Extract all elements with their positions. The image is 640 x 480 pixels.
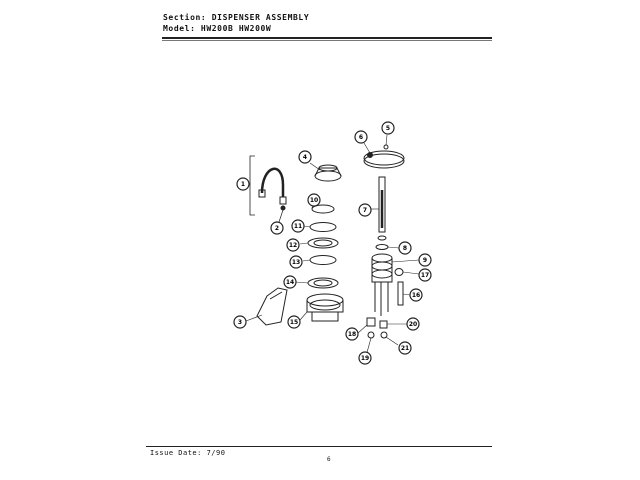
callout-2 — [271, 222, 283, 234]
svg-text:2: 2 — [274, 225, 280, 232]
svg-text:1: 1 — [240, 181, 246, 188]
ring-13 — [310, 256, 336, 265]
svg-text:21: 21 — [400, 345, 410, 352]
callout-21 — [399, 342, 411, 354]
model-value: HW200B HW200W — [200, 24, 272, 33]
part-drawings — [250, 145, 404, 338]
svg-text:6: 6 — [358, 134, 364, 141]
model-label: Model: — [163, 24, 196, 33]
svg-text:19: 19 — [360, 355, 370, 362]
svg-text:11: 11 — [293, 223, 303, 230]
callout-4 — [299, 151, 311, 163]
callout-10 — [308, 194, 320, 206]
fitting-18 — [367, 318, 375, 326]
callout-8 — [399, 242, 411, 254]
fitting-19 — [368, 332, 374, 338]
callout-19 — [359, 352, 371, 364]
issue-date: Issue Date: 7/90 — [150, 449, 226, 457]
part-tube — [398, 282, 403, 305]
callout-16 — [410, 289, 422, 301]
section-label: Section: — [163, 13, 207, 22]
part-screw — [368, 153, 373, 158]
svg-text:10: 10 — [309, 197, 319, 204]
part-hose — [250, 156, 286, 215]
fitting-20 — [380, 321, 387, 328]
callout-6 — [355, 131, 367, 143]
callout-17 — [419, 269, 431, 281]
section-value: DISPENSER ASSEMBLY — [211, 13, 310, 22]
part-base — [307, 294, 343, 321]
callout-20 — [407, 318, 419, 330]
svg-text:5: 5 — [385, 125, 391, 132]
callout-7 — [359, 204, 371, 216]
callout-1 — [237, 178, 249, 190]
part-rod — [378, 177, 386, 240]
callout-12 — [287, 239, 299, 251]
svg-text:4: 4 — [302, 154, 308, 161]
svg-text:18: 18 — [347, 331, 357, 338]
svg-text:16: 16 — [411, 292, 421, 299]
callout-5 — [382, 122, 394, 134]
svg-text:12: 12 — [288, 242, 298, 249]
part-chute — [257, 288, 287, 325]
ring-11 — [310, 223, 336, 232]
svg-text:7: 7 — [362, 207, 368, 214]
svg-text:3: 3 — [237, 319, 243, 326]
part-nozzle — [395, 269, 403, 276]
svg-text:13: 13 — [291, 259, 301, 266]
callout-13 — [290, 256, 302, 268]
svg-text:15: 15 — [289, 319, 299, 326]
page-number: 6 — [327, 456, 331, 463]
svg-text:8: 8 — [402, 245, 408, 252]
footer-rule — [146, 446, 492, 447]
part-oring — [376, 245, 388, 250]
callout-18 — [346, 328, 358, 340]
callout-9 — [419, 254, 431, 266]
leader-2 — [279, 210, 283, 222]
svg-text:20: 20 — [408, 321, 418, 328]
svg-text:14: 14 — [285, 279, 295, 286]
callout-3 — [234, 316, 246, 328]
callout-11 — [292, 220, 304, 232]
svg-text:9: 9 — [422, 257, 428, 264]
part-valve — [372, 254, 392, 316]
svg-text:17: 17 — [420, 272, 430, 279]
part-cap — [315, 165, 341, 181]
callout-14 — [284, 276, 296, 288]
callout-15 — [288, 316, 300, 328]
